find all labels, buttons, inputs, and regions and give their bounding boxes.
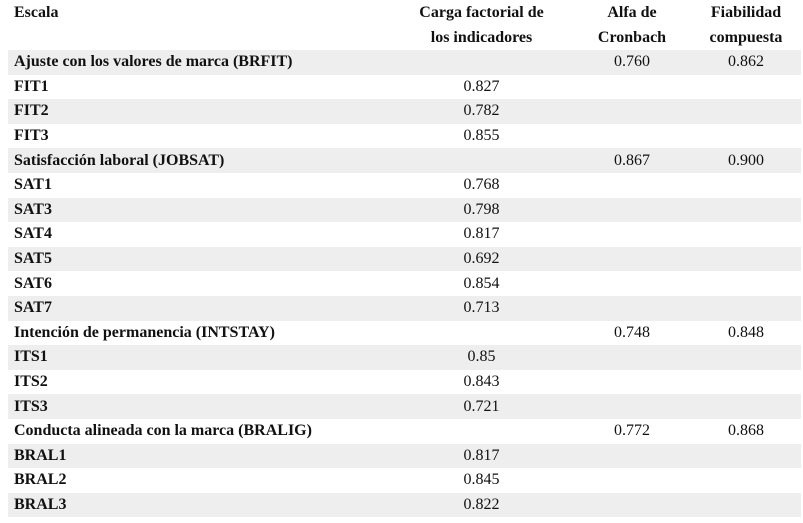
- header-alfa-cronbach: [573, 0, 691, 50]
- row-fiab-cell: [691, 173, 801, 198]
- header-carga-line2: los indicadores: [430, 29, 533, 46]
- row-alfa-cell: 0.748: [614, 323, 650, 341]
- row-alfa-cell: 0.760: [573, 50, 691, 75]
- row-carga-cell: 0.843: [463, 373, 500, 391]
- row-carga-cell: 0.692: [390, 247, 573, 272]
- table-body: [8, 50, 801, 517]
- row-name-cell: Intención de permanencia (INTSTAY): [14, 323, 275, 341]
- table-row: [8, 444, 801, 469]
- row-carga-cell: 0.817: [390, 444, 573, 469]
- row-carga-cell: 0.817: [463, 225, 500, 243]
- row-alfa-cell: [573, 222, 691, 247]
- row-alfa-cell: 0.772: [614, 422, 650, 440]
- row-fiab-cell: [691, 296, 801, 321]
- row-carga-cell: 0.721: [390, 394, 573, 419]
- table-row: [8, 124, 801, 149]
- row-fiab-cell: 0.862: [691, 50, 801, 75]
- row-fiab-cell: [691, 124, 801, 149]
- row-alfa-cell: [573, 271, 691, 296]
- row-carga-cell: 0.713: [390, 296, 573, 321]
- table-row: [8, 173, 801, 198]
- row-name-cell: SAT3: [8, 198, 390, 223]
- row-name-cell: BRAL1: [8, 444, 390, 469]
- row-carga-cell: 0.854: [463, 274, 500, 292]
- table-row: [8, 394, 801, 419]
- row-fiab-cell: [691, 271, 801, 296]
- row-name-cell: SAT6: [14, 274, 52, 292]
- row-alfa-cell: [573, 394, 691, 419]
- row-carga-cell: [390, 419, 573, 444]
- row-alfa-cell: [573, 173, 691, 198]
- row-name-cell: Conducta alineada con la marca (BRALIG): [14, 422, 312, 440]
- header-fiab-line2: compuesta: [709, 29, 783, 46]
- row-fiab-cell: [691, 99, 801, 124]
- row-carga-cell: [390, 321, 573, 346]
- row-fiab-cell: [691, 394, 801, 419]
- row-name-cell: SAT5: [8, 247, 390, 272]
- table-row: [8, 222, 801, 247]
- row-fiab-cell: [691, 444, 801, 469]
- row-name-cell: ITS1: [8, 345, 390, 370]
- row-fiab-cell: [691, 75, 801, 100]
- row-fiab-cell: 0.848: [728, 323, 764, 341]
- row-alfa-cell: [573, 468, 691, 493]
- row-fiab-cell: [691, 493, 801, 518]
- row-fiab-cell: [691, 198, 801, 223]
- row-alfa-cell: [573, 75, 691, 100]
- row-alfa-cell: [573, 124, 691, 149]
- row-fiab-cell: 0.868: [728, 422, 764, 440]
- row-carga-cell: 0.855: [463, 127, 500, 145]
- row-carga-cell: [390, 148, 573, 173]
- row-name-cell: SAT4: [14, 225, 52, 243]
- row-alfa-cell: [573, 296, 691, 321]
- header-alfa-line1: Alfa de: [607, 4, 657, 21]
- header-carga-line1: Carga factorial de: [419, 4, 544, 21]
- row-name-cell: FIT2: [8, 99, 390, 124]
- row-carga-cell: 0.782: [390, 99, 573, 124]
- row-name-cell: FIT1: [14, 77, 49, 95]
- header-escala-label: Escala: [14, 4, 59, 21]
- row-name-cell: Satisfacción laboral (JOBSAT): [8, 148, 390, 173]
- row-name-cell: SAT7: [8, 296, 390, 321]
- row-fiab-cell: [691, 370, 801, 395]
- row-carga-cell: 0.822: [390, 493, 573, 518]
- table-row: [8, 296, 801, 321]
- header-alfa-line2: Cronbach: [597, 29, 667, 46]
- table-row: [8, 345, 801, 370]
- row-alfa-cell: [573, 444, 691, 469]
- row-name-cell: BRAL2: [14, 471, 67, 489]
- row-name-cell: ITS2: [14, 373, 48, 391]
- row-fiab-cell: 0.900: [691, 148, 801, 173]
- reliability-table: [8, 0, 801, 517]
- table-row: [8, 468, 801, 493]
- row-carga-cell: [390, 50, 573, 75]
- row-alfa-cell: 0.867: [573, 148, 691, 173]
- row-alfa-cell: [573, 370, 691, 395]
- row-name-cell: Ajuste con los valores de marca (BRFIT): [8, 50, 390, 75]
- row-fiab-cell: [691, 345, 801, 370]
- row-carga-cell: 0.768: [463, 176, 500, 194]
- table-row: [8, 370, 801, 395]
- row-fiab-cell: [691, 247, 801, 272]
- table-row: [8, 321, 801, 346]
- row-name-cell: BRAL3: [8, 493, 390, 518]
- row-carga-cell: 0.827: [463, 77, 500, 95]
- header-fiabilidad-compuesta: [691, 0, 801, 50]
- header-carga-factorial: [390, 0, 573, 50]
- table-row: [8, 493, 801, 518]
- row-alfa-cell: [573, 493, 691, 518]
- header-escala: [8, 0, 390, 50]
- header-row: [8, 0, 801, 50]
- row-fiab-cell: [691, 222, 801, 247]
- row-carga-cell: 0.85: [390, 345, 573, 370]
- header-fiab-line1: Fiabilidad: [710, 4, 782, 21]
- row-carga-cell: 0.798: [390, 198, 573, 223]
- row-alfa-cell: [573, 345, 691, 370]
- row-name-cell: FIT3: [14, 127, 49, 145]
- row-name-cell: SAT1: [14, 176, 52, 194]
- table-row: [8, 99, 801, 124]
- table-row: [8, 271, 801, 296]
- row-alfa-cell: [573, 99, 691, 124]
- table-row: [8, 75, 801, 100]
- row-alfa-cell: [573, 247, 691, 272]
- row-carga-cell: 0.845: [463, 471, 500, 489]
- table-row: [8, 419, 801, 444]
- row-name-cell: ITS3: [8, 394, 390, 419]
- row-alfa-cell: [573, 198, 691, 223]
- table-row: [8, 247, 801, 272]
- table-row: [8, 50, 801, 75]
- table-row: [8, 148, 801, 173]
- table-row: [8, 198, 801, 223]
- row-fiab-cell: [691, 468, 801, 493]
- table-header: [8, 0, 801, 50]
